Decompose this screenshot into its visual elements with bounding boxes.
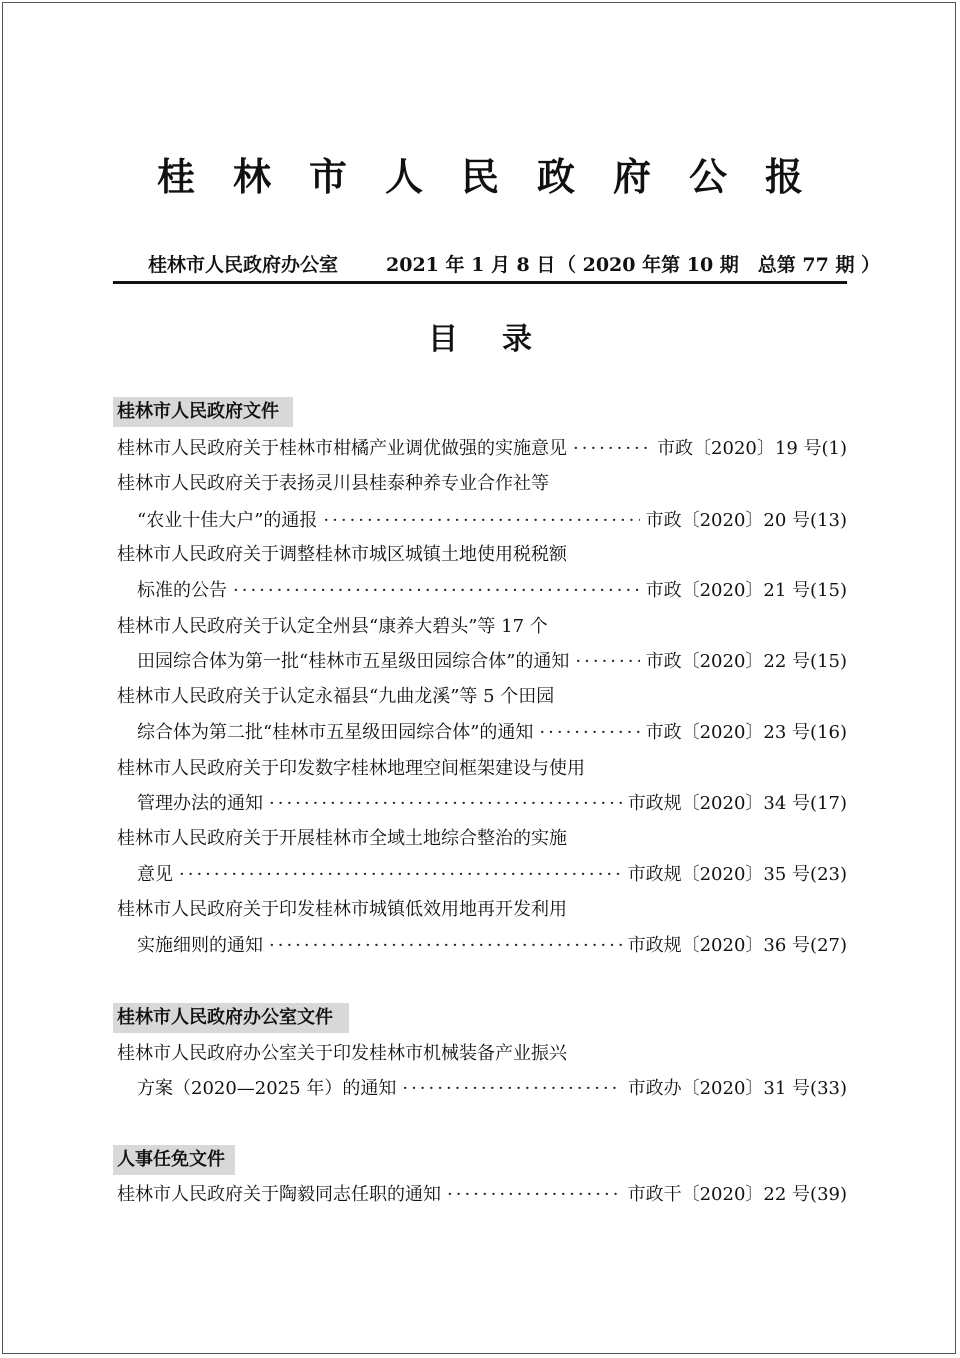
toc-entry[interactable] (137, 1074, 847, 1104)
document-reference: 市政〔2020〕21 号(15) (645, 580, 847, 601)
entry-title: 桂林市人民政府关于桂林市柑橘产业调优做强的实施意见 (117, 438, 567, 459)
entry-title[interactable]: 桂林市人民政府关于印发桂林市城镇低效用地再开发利用 (117, 899, 567, 920)
entry-title: 田园综合体为第一批“桂林市五星级田园综合体”的通知 (137, 651, 570, 672)
document-reference: 市政办〔2020〕31 号(33) (627, 1078, 847, 1099)
entry-title[interactable]: 桂林市人民政府关于印发数字桂林地理空间框架建设与使用 (117, 758, 585, 779)
leader-dots (323, 506, 639, 536)
toc-title: 目录 (428, 322, 576, 357)
entry-title[interactable]: 桂林市人民政府关于表扬灵川县桂泰种养专业合作社等 (117, 473, 549, 494)
document-reference: 市政规〔2020〕35 号(23) (627, 864, 847, 885)
entry-title: 实施细则的通知 (137, 935, 263, 956)
bulletin-title: 桂林市人民政府公报 (156, 154, 841, 199)
document-reference: 市政〔2020〕23 号(16) (645, 722, 847, 743)
document-reference: 市政〔2020〕22 号(15) (645, 651, 847, 672)
document-reference: 市政规〔2020〕34 号(17) (627, 793, 847, 814)
issuer: 桂林市人民政府办公室 (148, 254, 339, 276)
document-reference: 市政规〔2020〕36 号(27) (627, 935, 847, 956)
toc-entry[interactable] (117, 1180, 847, 1210)
toc-entry[interactable] (137, 647, 847, 677)
entry-title[interactable]: 桂林市人民政府办公室关于印发桂林市机械装备产业振兴 (117, 1043, 567, 1064)
entry-title: 方案（2020—2025 年）的通知 (137, 1078, 397, 1099)
issue-number: （ 2020 年第 10 期 总第 77 期 ） (557, 254, 881, 276)
entry-title: “农业十佳大户”的通报 (137, 510, 318, 531)
header-rule (113, 281, 847, 284)
document-reference: 市政〔2020〕19 号(1) (657, 438, 847, 459)
document-reference: 市政〔2020〕20 号(13) (645, 510, 847, 531)
leader-dots (269, 931, 622, 961)
entry-title[interactable]: 桂林市人民政府关于认定全州县“康养大碧头”等 17 个 (117, 616, 548, 637)
entry-title: 意见 (137, 864, 173, 885)
toc-entry[interactable] (137, 718, 847, 748)
leader-dots (179, 860, 622, 890)
entry-title: 桂林市人民政府关于陶毅同志任职的通知 (117, 1184, 441, 1205)
leader-dots (269, 789, 622, 819)
entry-title: 综合体为第二批“桂林市五星级田园综合体”的通知 (137, 722, 534, 743)
leader-dots (575, 647, 639, 677)
toc-entry[interactable] (137, 789, 847, 819)
document-reference: 市政干〔2020〕22 号(39) (627, 1184, 847, 1205)
leader-dots (402, 1074, 621, 1104)
toc-entry[interactable] (137, 576, 847, 606)
issue-date: 2021 年 1 月 8 日 (386, 254, 556, 276)
section-heading: 桂林市人民政府文件 (113, 397, 293, 427)
entry-title[interactable]: 桂林市人民政府关于调整桂林市城区城镇土地使用税税额 (117, 544, 567, 565)
entry-title: 管理办法的通知 (137, 793, 263, 814)
leader-dots (539, 718, 639, 748)
entry-title: 标准的公告 (137, 580, 227, 601)
entry-title[interactable]: 桂林市人民政府关于开展桂林市全域土地综合整治的实施 (117, 828, 567, 849)
leader-dots (233, 576, 640, 606)
section-heading: 桂林市人民政府办公室文件 (113, 1003, 349, 1033)
leader-dots (573, 434, 651, 464)
toc-entry[interactable] (137, 860, 847, 890)
toc-entry[interactable] (137, 506, 847, 536)
toc-entry[interactable] (117, 434, 847, 464)
entry-title[interactable]: 桂林市人民政府关于认定永福县“九曲龙溪”等 5 个田园 (117, 686, 555, 707)
leader-dots (447, 1180, 622, 1210)
toc-entry[interactable] (137, 931, 847, 961)
section-heading: 人事任免文件 (113, 1145, 235, 1175)
